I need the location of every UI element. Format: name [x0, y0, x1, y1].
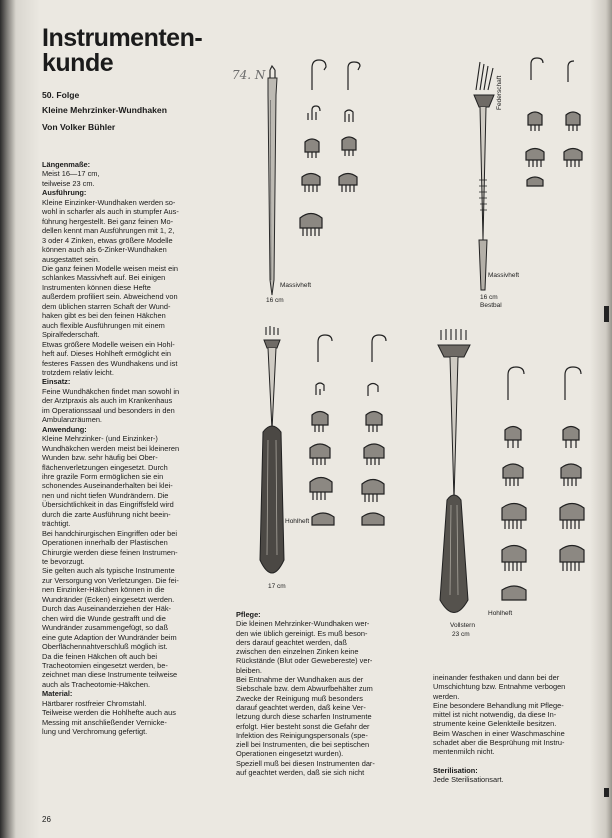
middle-column-line: Zwecke der Reinigung muß besonders — [236, 693, 363, 703]
handwritten-note: 74. N — [232, 68, 266, 82]
left-column-heading: Einsatz: — [42, 377, 71, 387]
left-column-line: trächtigt. — [42, 519, 71, 529]
hohlheft-hook-figure — [260, 326, 284, 573]
article-author: Von Volker Bühler — [42, 122, 116, 132]
left-column-line: im Operationssaal und besonders in den — [42, 405, 175, 415]
left-column-line: durch die zarte Ausführung nicht beein- — [42, 509, 171, 519]
series-number: 50. Folge — [42, 90, 80, 100]
label-massivheft-2-extra: Bestbal — [480, 302, 502, 309]
middle-column-line: den wie üblich gereinigt. Es muß beson- — [236, 628, 368, 638]
left-column-line: Feine Wundhäkchen findet man sowohl in — [42, 386, 180, 396]
left-column-line: Oberflächennahtverschluß möglich ist. — [42, 642, 168, 652]
middle-column-line: Speziell muß bei diesen Instrumenten dar- — [236, 758, 375, 768]
left-column-line: Bei handchirurgischen Eingriffen oder bei — [42, 528, 178, 538]
left-column-line: zeichnet man diese Instrumente teilweise — [42, 670, 178, 680]
left-column-line: chen wird die Wunde gestrafft und die — [42, 613, 166, 623]
edge-marker — [604, 306, 609, 322]
left-column-line: Sie gelten auch als typische Instrumente — [42, 566, 175, 576]
middle-column-line: Bei Entnahme der Wundhaken aus der — [236, 675, 364, 685]
label-massivheft-2-length: 16 cm — [480, 294, 498, 301]
left-column-line: Teilweise werden die Hohlhefte auch aus — [42, 708, 176, 718]
middle-column-line: darauf geachtet werden, daß keine Ver- — [236, 702, 366, 712]
left-column-line: nen und nicht tiefen Wundrändern. Die — [42, 490, 169, 500]
left-column-line: haken gibt es bei den feinen Häkchen — [42, 311, 166, 321]
middle-column-line: Operationen eingesetzt wurden). — [236, 749, 344, 759]
middle-column-line: zwischen den einzelnen Zinken keine — [236, 647, 359, 657]
left-column-line: festeres Fassen des Wundhakens und ist — [42, 358, 178, 368]
vollstern-hook-figure — [438, 329, 470, 613]
left-column-line: flächenverletzungen eingesetzt. Durch — [42, 462, 168, 472]
left-column-line: Operationen innerhalb der Plastischen — [42, 538, 168, 548]
right-column-line: ineinander festhaken und dann bei der — [433, 673, 560, 682]
right-column-line: Jede Sterilisationsart. — [433, 775, 504, 785]
left-column-line: außerdem profiliert sein. Abweichend von — [42, 292, 178, 302]
middle-column-heading: Pflege: — [236, 610, 261, 619]
left-column-line: lung und Verchromung gefertigt. — [42, 727, 148, 737]
left-column-line: auch flexible Ausführungen mit einem — [42, 320, 165, 330]
middle-column-line: Die kleinen Mehrzinker-Wundhaken wer- — [236, 619, 370, 629]
left-column-line: Meist 16—17 cm, — [42, 169, 100, 179]
title-line-1: Instrumenten- — [42, 24, 203, 52]
left-column-line: Ambulanzräumen. — [42, 415, 102, 425]
left-column-line: Tracheotomien eingesetzt werden, be- — [42, 661, 168, 671]
edge-marker-bottom — [604, 788, 609, 797]
hook-detail-set-4 — [502, 367, 584, 600]
left-column-line: Spiralfederschaft. — [42, 330, 100, 340]
left-column-line: Übersichtlichkeit in das Eingriffsfeld wird — [42, 500, 174, 510]
label-vollstern: Vollstern — [450, 622, 475, 629]
left-column-line: schonendes Auseinanderhalten bei klei- — [42, 481, 173, 491]
label-hohlheft-2: Hohlheft — [488, 610, 513, 617]
left-column-heading: Anwendung: — [42, 424, 87, 434]
left-column-line: Instrumenten können diese Hefte — [42, 282, 151, 292]
label-vollstern-length: 23 cm — [452, 631, 470, 638]
left-column-line: Wundränder (Ecken) eingesetzt werden. — [42, 594, 175, 604]
label-massivheft-length: 16 cm — [266, 297, 284, 304]
middle-column-line: erfolgt. Hier besteht sonst die Gefahr der — [236, 721, 370, 731]
left-column-line: Kleine Einzinker-Wundhaken werden so- — [42, 197, 176, 207]
left-column-line: Da die feinen Häkchen oft auch bei — [42, 651, 158, 661]
left-column-line: trotzdem relativ leicht. — [42, 367, 114, 377]
left-column-line: teilweise 23 cm. — [42, 178, 95, 188]
title-line-2: kunde — [42, 49, 114, 77]
right-column-line: mittel ist nicht notwendig, da diese In- — [433, 710, 557, 720]
right-column-line: Beim Waschen in einer Waschmaschine — [433, 728, 565, 738]
left-column-heading: Längenmaße: — [42, 160, 91, 169]
left-column-line: te bevorzugt. — [42, 557, 85, 567]
left-column-line: der Arztpraxis als auch im Krankenhaus — [42, 396, 173, 406]
middle-column-line: Siebschale bzw. dem Abwurfbehälter zum — [236, 684, 373, 694]
left-column-line: Härtbarer rostfreier Chromstahl. — [42, 698, 147, 708]
federschaft-hook-figure — [474, 62, 494, 290]
right-column-line: strumente keine Gelenkteile besitzen. — [433, 719, 557, 729]
right-column-line: werden. — [433, 691, 460, 701]
right-column-heading: Sterilisation: — [433, 765, 478, 775]
left-column-line: schlankes Massivheft auf. Bei einigen — [42, 273, 166, 283]
middle-column-line: auf geachtet werden, daß sie sich nicht — [236, 768, 365, 778]
label-hohlheft-length: 17 cm — [268, 583, 286, 590]
hook-detail-set-3 — [310, 335, 386, 525]
left-column-line: nen Einzinker-Häkchen können in die — [42, 585, 165, 595]
label-massivheft: Massivheft — [280, 282, 312, 289]
middle-column-line: ziell bei Instrumenten, die bei septischen — [236, 740, 370, 750]
left-column-line: dellen kennt man Ausführungen mit 1, 2, — [42, 226, 175, 236]
left-column-line: Etwas größere Modelle weisen ein Hohl- — [42, 339, 175, 349]
left-column-line: Wundhäkchen werden meist bei kleineren — [42, 443, 180, 453]
left-column-line: dem üblichen starren Schaft der Wund- — [42, 301, 171, 311]
left-column-line: Chirurgie werden diese feinen Instrumen- — [42, 547, 178, 557]
left-column-line: können auch als 6-Zinker-Wundhaken — [42, 245, 167, 255]
left-column-line: heft auf. Dieses Hohlheft ermöglicht ein — [42, 349, 171, 359]
left-column-line: führung hergestellt. Bei ganz feinen Mo- — [42, 216, 174, 226]
right-column-line: mentenmilch nicht. — [433, 747, 495, 757]
left-column-line: eine gute Adaption der Wundränder beim — [42, 632, 177, 642]
left-column-heading: Ausführung: — [42, 188, 87, 198]
right-column-line: schadet aber die Besprühung mit Instru- — [433, 738, 565, 748]
left-column-line: auch als Tracheotomie-Häkchen. — [42, 679, 151, 689]
label-hohlheft: Hohlheft — [285, 518, 310, 525]
left-column-line: ihre grazile Form ermöglichen sie ein — [42, 471, 164, 481]
left-column-line: Durch das Auseinanderziehen der Häk- — [42, 604, 172, 614]
hook-detail-set-2 — [526, 58, 582, 186]
left-column-heading: Material: — [42, 689, 73, 699]
massivheft-hook-figure — [268, 66, 277, 295]
label-federschaft: Federschaft — [496, 75, 503, 110]
left-column-line: zur Versorgung von Verletzungen. Die fei- — [42, 575, 179, 585]
hook-detail-set-1 — [300, 60, 360, 236]
right-column-line: Eine besondere Behandlung mit Pflege- — [433, 700, 564, 710]
middle-column-line: bleiben. — [236, 665, 262, 675]
left-column-line: 3 oder 4 Zinken, etwas größere Modelle — [42, 235, 173, 245]
article-subtitle: Kleine Mehrzinker-Wundhaken — [42, 105, 167, 115]
label-massivheft-2: Massivheft — [488, 272, 520, 279]
middle-column-line: Infektion des Reinigungspersonals (spe- — [236, 730, 368, 740]
left-column-line: Die ganz feinen Modelle weisen meist ein — [42, 263, 178, 273]
left-column-line: Messing mit anschließender Vernicke- — [42, 717, 167, 727]
right-column-line: Umschichtung bzw. Entnahme verbogen — [433, 682, 566, 692]
left-column-line: Wundränder zusammengefügt, so daß — [42, 623, 168, 633]
left-column-line: ausgestattet sein. — [42, 254, 100, 264]
middle-column-line: ders darauf geachtet werden, daß — [236, 637, 347, 647]
left-column-line: Kleine Mehrzinker- (und Einzinker-) — [42, 434, 158, 444]
middle-column-line: letzung durch diese scharfen Instrumente — [236, 712, 372, 722]
middle-column-line: Rückstände (Blut oder Gewebereste) ver- — [236, 656, 373, 666]
left-column-line: wohl in scharfer als auch in stumpfer Aus- — [42, 207, 179, 217]
page-number: 26 — [42, 815, 51, 824]
left-column-line: Wunden bzw. sehr häufig bei Ober- — [42, 453, 158, 463]
